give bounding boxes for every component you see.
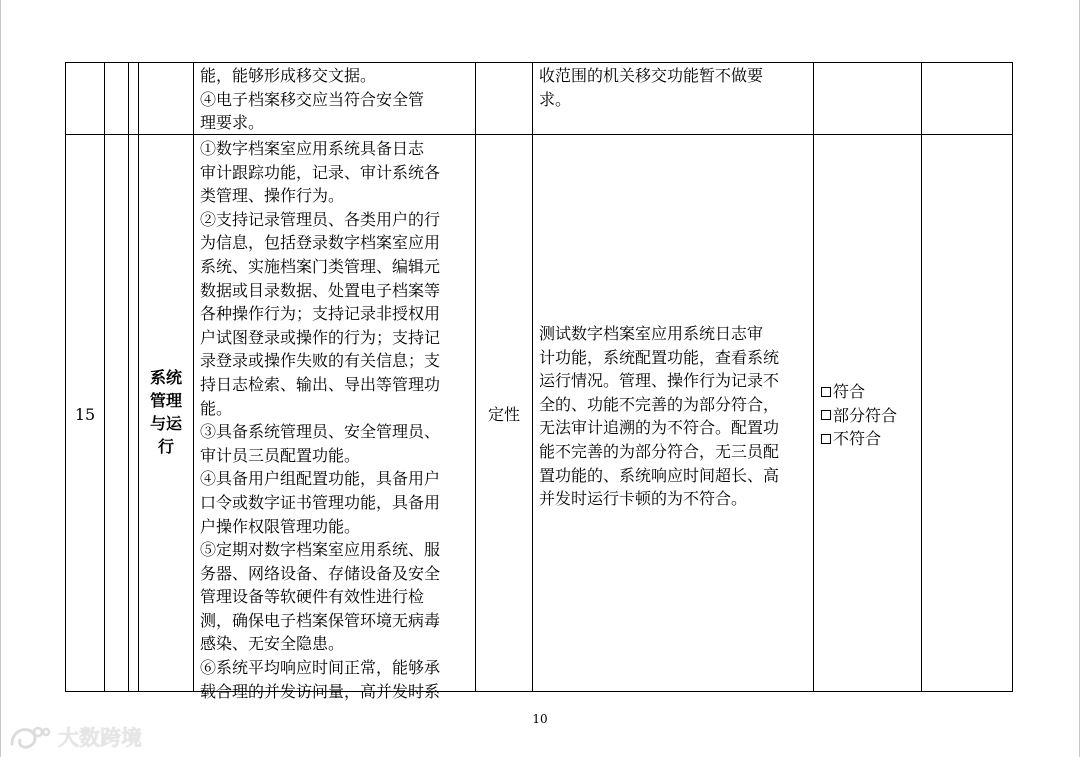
criteria-line: 运行情况。管理、操作行为记录不 [539,371,780,391]
requirement-line: 审计员三员配置功能。 [200,445,361,465]
watermark-logo-icon [8,722,52,752]
result-option[interactable] [821,380,897,404]
row-number: 15 [74,405,96,424]
col-border [104,62,105,692]
col-border [65,62,66,692]
col-border [813,62,814,692]
watermark [8,722,142,752]
requirement-line: 能。 [200,398,233,418]
result-option-label: 不符合 [833,429,882,449]
requirement-line: 为信息，包括登录数字档案室应用 [200,233,441,253]
requirement-line: 审计跟踪功能，记录、审计系统各 [200,162,441,182]
checkbox-icon[interactable] [821,410,831,420]
criteria-line: 能不完善的为部分符合，无三员配 [539,441,780,461]
category-label [139,366,193,458]
result-option-label: 符合 [833,382,866,401]
requirement-line: 感染、无安全隐患。 [200,634,345,654]
requirement-line: ④具备用户组配置功能，具备用户 [200,469,441,489]
result-option-label: 部分符合 [833,405,898,425]
criteria-line: 全的、功能不完善的为部分符合， [539,394,780,414]
requirement-line: 口令或数字证书管理功能，具备用 [200,492,441,512]
result-option[interactable] [821,427,897,451]
page-edge-left [0,0,1,757]
col-border [921,62,922,692]
col-border [475,62,476,692]
requirement-line: ⑤定期对数字档案室应用系统、服 [200,540,441,560]
checkbox-icon[interactable] [821,434,831,444]
col-border [1012,62,1013,692]
criteria-cell [539,322,779,511]
continued-requirement-cell [200,64,424,135]
criteria-line: 并发时运行卡顿的为不符合。 [539,489,748,509]
requirement-line: 务器、网络设备、存储设备及安全 [200,563,441,583]
requirement-line: ①数字档案室应用系统具备日志 [200,139,425,158]
category-label-line: 与运 [149,414,182,433]
requirement-line: ④电子档案移交应当符合安全管 [200,89,425,109]
criteria-line: 无法审计追溯的为不符合。配置功 [539,418,780,438]
requirement-cell [200,137,440,703]
requirement-line: 管理设备等软硬件有效性进行检 [200,587,425,607]
checkbox-icon[interactable] [821,387,831,397]
criteria-line: 计功能，系统配置功能，查看系统 [539,347,780,367]
requirement-line: 理要求。 [200,113,265,133]
requirement-line: ③具备系统管理员、安全管理员、 [200,422,441,442]
requirement-line: 户操作权限管理功能。 [200,516,361,536]
criteria-line: 测试数字档案室应用系统日志审 [539,324,764,343]
category-label-line: 行 [157,437,174,456]
watermark-text: 大数跨境 [58,726,142,750]
requirement-line: 系统、实施档案门类管理、编辑元 [200,256,441,276]
table-top-border [65,62,1013,63]
page-number: 10 [532,712,548,726]
col-border [193,62,194,692]
requirement-line: 能，能够形成移交文据。 [200,66,377,85]
assessment-method: 定性 [487,405,520,424]
requirement-line: 测，确保电子档案保管环境无病毒 [200,610,441,630]
criteria-line: 收范围的机关移交功能暂不做要 [539,66,764,85]
requirement-line: 类管理、操作行为。 [200,186,345,206]
category-label-line: 系统 [149,368,182,387]
requirement-line: 持日志检索、输出、导出等管理功 [200,374,441,394]
criteria-line: 置功能的、系统响应时间超长、高 [539,465,780,485]
category-label-line: 管理 [149,391,182,410]
requirement-line: 户试图登录或操作的行为；支持记 [200,327,441,347]
col-border [128,62,129,692]
result-options [821,380,897,451]
col-border [532,62,533,692]
continued-criteria-cell [539,64,763,111]
result-option[interactable] [821,404,897,428]
requirement-line: 载合理的并发访问量，高并发时系 [200,681,441,701]
requirement-line: ②支持记录管理员、各类用户的行 [200,209,441,229]
requirement-line: 录登录或操作失败的有关信息；支 [200,351,441,371]
criteria-line: 求。 [539,89,572,109]
requirement-line: 各种操作行为；支持记录非授权用 [200,304,441,324]
requirement-line: ⑥系统平均响应时间正常，能够承 [200,658,441,678]
requirement-line: 数据或目录数据、处置电子档案等 [200,280,441,300]
